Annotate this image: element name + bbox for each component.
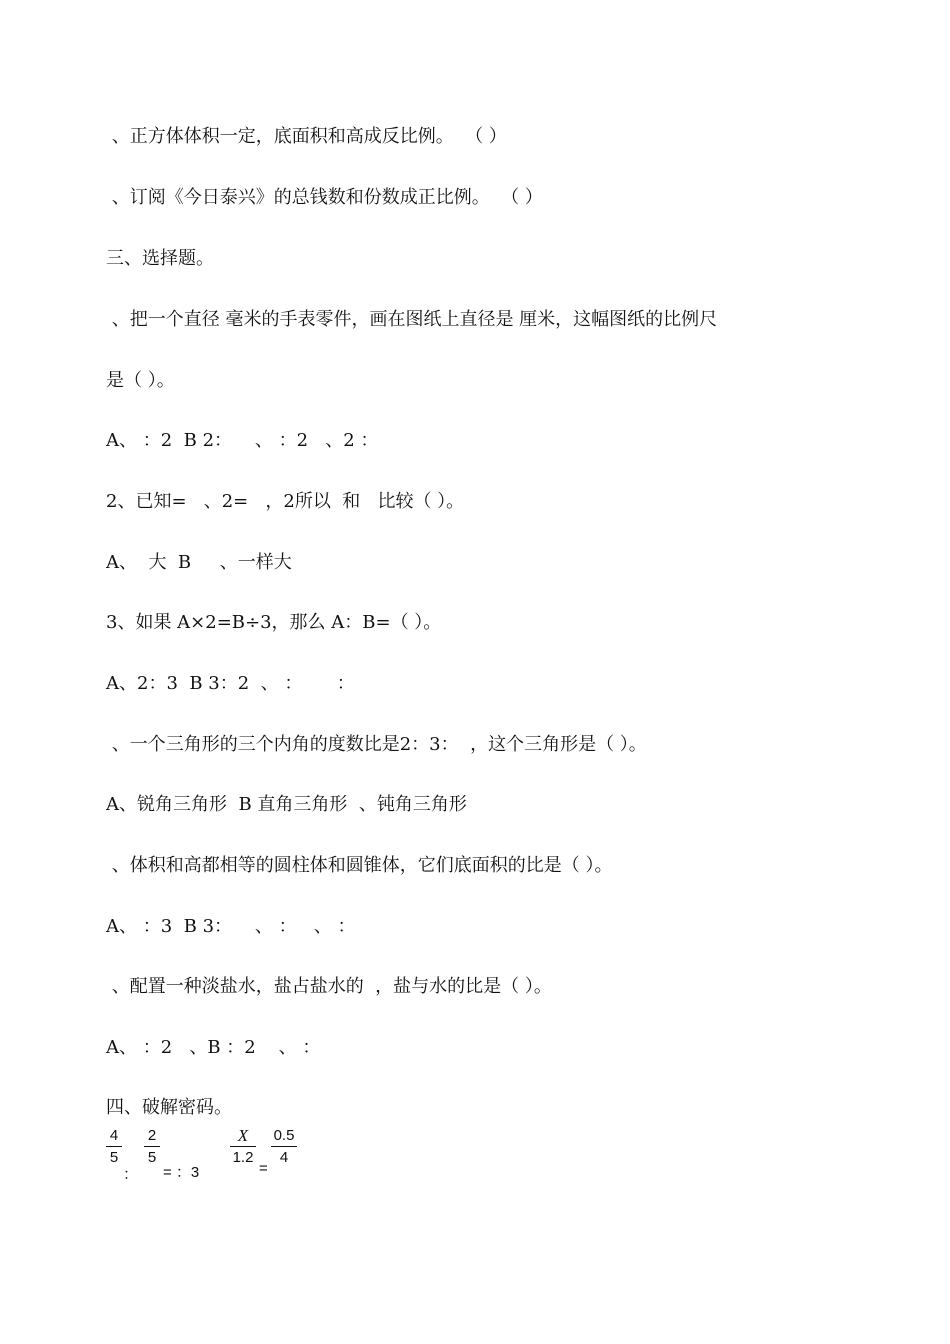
fraction-numerator: 4 [109, 1127, 119, 1144]
choice-options-compare: A、 大 B 、一样大 [106, 552, 292, 573]
fraction-0-5-4 [271, 1127, 297, 1166]
fraction-bar [144, 1146, 160, 1147]
choice-options-ratio: A、2：3 B 3：2 、 ： ： [106, 673, 355, 694]
choice-question-scale-cont: 是（ ）。 [106, 370, 175, 391]
fraction-numerator: X [237, 1126, 249, 1145]
choice-question-ratio: 3、如果 A×2=B÷3，那么 A：B=（ ）。 [106, 612, 442, 633]
judgment-item-subscription: 、订阅《今日泰兴》的总钱数和份数成正比例。 （ ） [106, 187, 543, 208]
fraction-bar [271, 1146, 297, 1147]
fraction-denominator: 1.2 [232, 1149, 254, 1166]
choice-options-salt-water: A、 ：2 、B ：2 、 ： [106, 1037, 321, 1058]
equation-rest: = ：3 [163, 1164, 200, 1181]
choice-question-scale: 、把一个直径 毫米的手表零件，画在图纸上直径是 厘米，这幅图纸的比例尺 [106, 309, 718, 330]
fraction-x-1-2 [230, 1127, 256, 1166]
choice-question-triangle: 、一个三角形的三个内角的度数比是2：3： ，这个三角形是（ ）。 [106, 734, 647, 755]
fraction-numerator: 0.5 [273, 1127, 295, 1144]
choice-options-triangle: A、锐角三角形 B 直角三角形 、钝角三角形 [106, 794, 467, 815]
choice-options-scale: A、 ：2 B 2： 、 ：2 、2 ： [106, 430, 379, 451]
judgment-item-cube-volume: 、正方体体积一定，底面积和高成反比例。 （ ） [106, 126, 507, 147]
fraction-bar [106, 1146, 122, 1147]
fraction-bar [230, 1146, 256, 1147]
section-heading-choice: 三、选择题。 [106, 248, 214, 269]
ratio-colon: ： [123, 1166, 139, 1183]
choice-question-compare: 2、已知= 、2= ，2所以 和 比较（ ）。 [106, 491, 465, 512]
fraction-denominator: 5 [109, 1149, 119, 1166]
choice-question-cylinder-cone: 、体积和高都相等的圆柱体和圆锥体，它们底面积的比是（ ）。 [106, 855, 613, 876]
choice-question-salt-water: 、配置一种淡盐水，盐占盐水的 ，盐与水的比是（ ）。 [106, 976, 552, 997]
choice-options-cylinder-cone: A、 ：3 B 3： 、 ： 、 ： [106, 916, 356, 937]
fraction-2-5 [144, 1127, 160, 1166]
fraction-numerator: 2 [147, 1127, 157, 1144]
section-heading-decode: 四、破解密码。 [106, 1097, 232, 1118]
fraction-denominator: 4 [279, 1149, 289, 1166]
fraction-4-5 [106, 1127, 122, 1166]
fraction-denominator: 5 [147, 1149, 157, 1166]
equals-sign: = [259, 1160, 268, 1177]
